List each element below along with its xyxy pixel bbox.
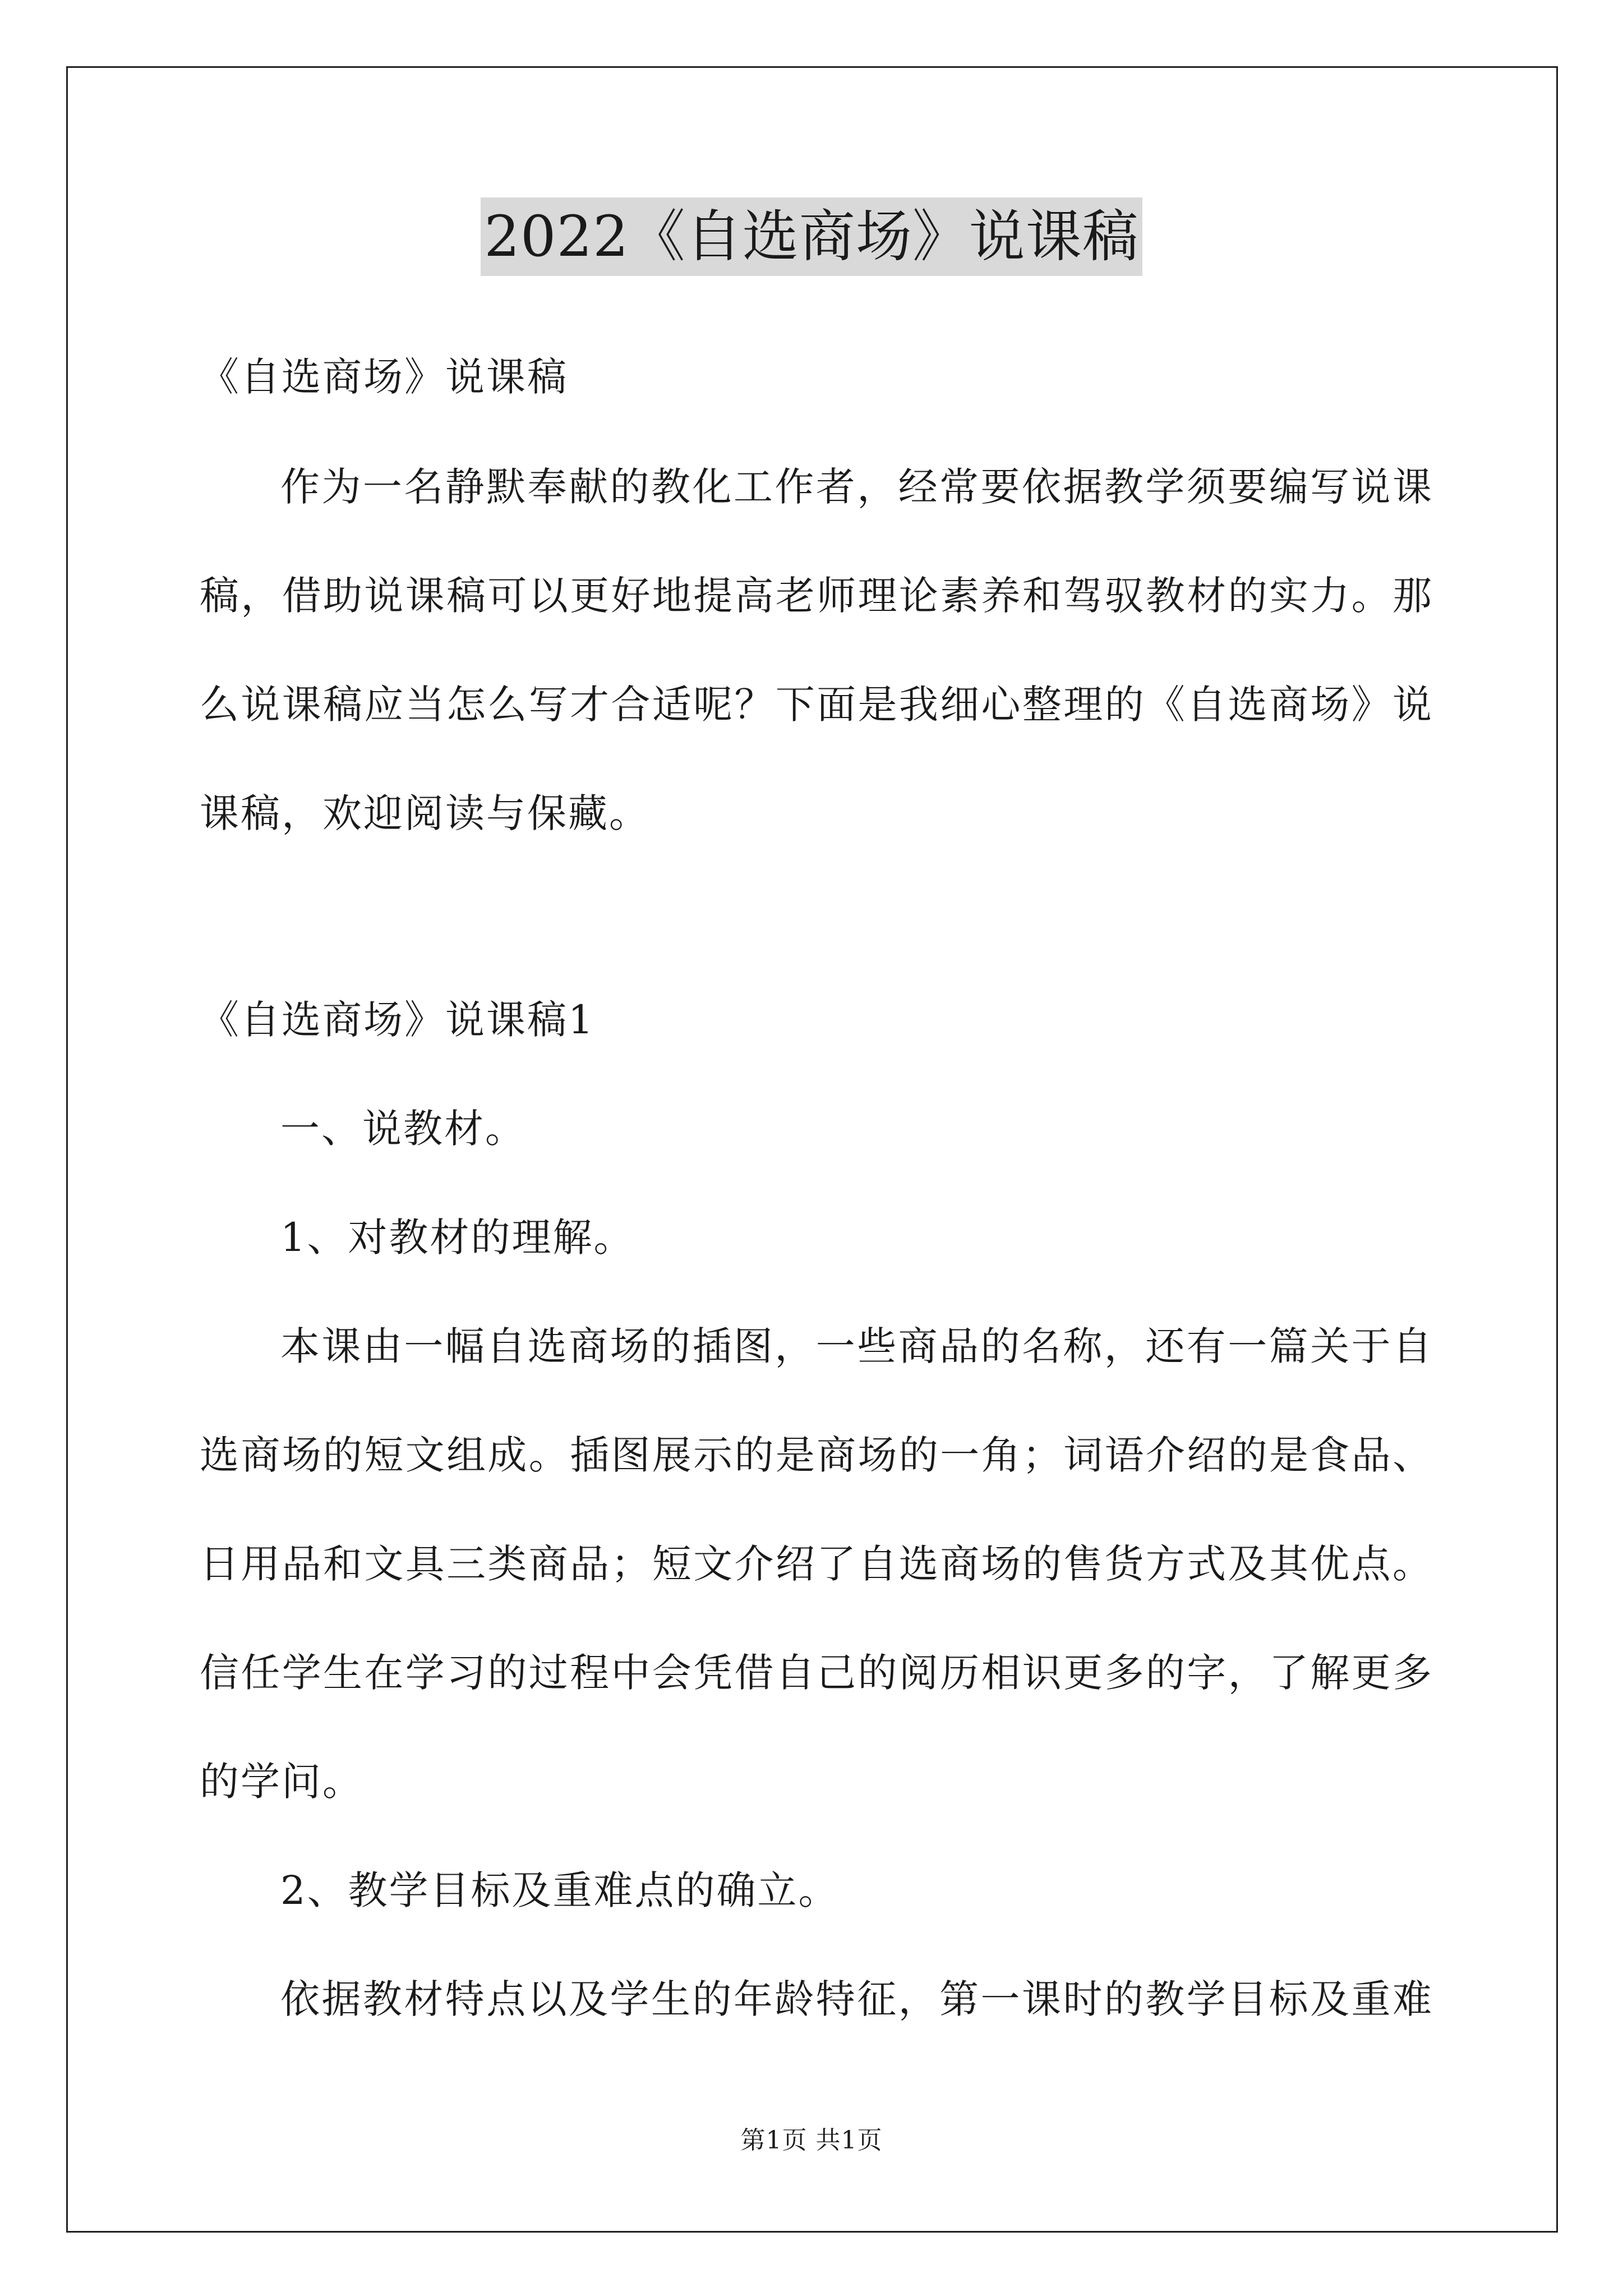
section-heading-level2: 2、教学目标及重难点的确立。: [280, 1867, 840, 1913]
section-heading-level1: 一、说教材。: [280, 1106, 526, 1152]
paragraph-line: 么说课稿应当怎么写才合适呢？下面是我细心整理的《自选商场》说: [200, 682, 1433, 728]
paragraph-line: 选商场的短文组成。插图展示的是商场的一角；词语介绍的是食品、: [200, 1432, 1433, 1478]
paragraph-line: 作为一名静默奉献的教化工作者，经常要依据教学须要编写说课: [280, 464, 1433, 510]
paragraph-line: 日用品和文具三类商品；短文介绍了自选商场的售货方式及其优点。: [200, 1541, 1433, 1587]
document-title: 2022《自选商场》说课稿: [481, 197, 1142, 276]
subtitle-line: 《自选商场》说课稿: [200, 354, 568, 400]
paragraph-line: 的学问。: [200, 1759, 363, 1805]
section-heading: 《自选商场》说课稿1: [200, 997, 595, 1043]
paragraph-line: 依据教材特点以及学生的年龄特征，第一课时的教学目标及重难: [280, 1976, 1433, 2022]
page-footer: 第1页 共1页: [740, 2126, 883, 2155]
title-container: [0, 197, 1623, 276]
paragraph-line: 课稿，欢迎阅读与保藏。: [200, 790, 650, 836]
paragraph-line: 信任学生在学习的过程中会凭借自己的阅历相识更多的字，了解更多: [200, 1650, 1433, 1696]
section-heading-level2: 1、对教材的理解。: [280, 1214, 635, 1260]
paragraph-line: 稿，借助说课稿可以更好地提高老师理论素养和驾驭教材的实力。那: [200, 573, 1433, 619]
paragraph-line: 本课由一幅自选商场的插图，一些商品的名称，还有一篇关于自: [280, 1323, 1433, 1369]
